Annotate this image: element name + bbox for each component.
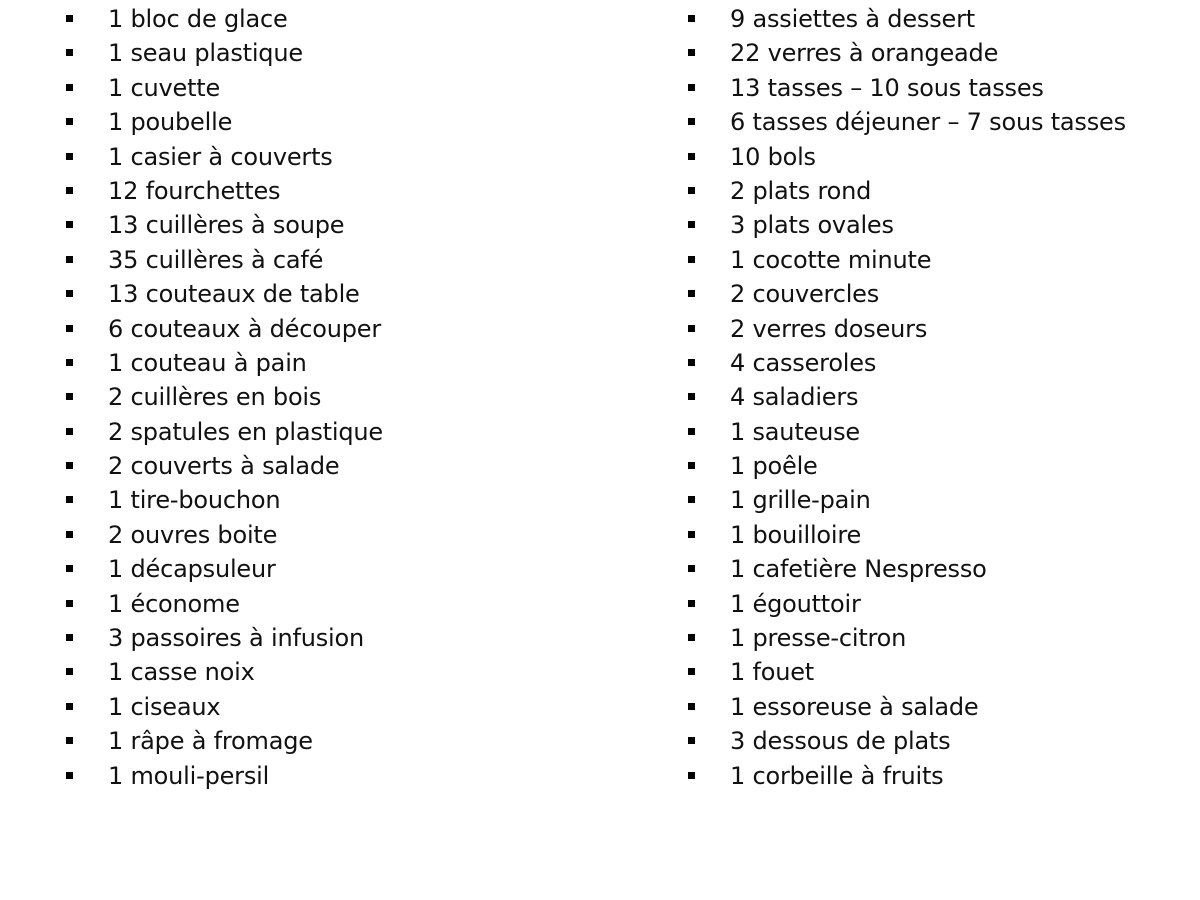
item-text: 2 ouvres boite <box>108 520 278 549</box>
square-bullet-icon <box>688 668 695 675</box>
square-bullet-icon <box>66 600 73 607</box>
square-bullet-icon <box>66 565 73 572</box>
item-text: 3 dessous de plats <box>730 727 951 756</box>
square-bullet-icon <box>688 462 695 469</box>
square-bullet-icon <box>66 15 73 22</box>
item-text: 2 cuillères en bois <box>108 383 322 412</box>
item-text: 4 casseroles <box>730 348 877 377</box>
item-text: 1 bloc de glace <box>108 5 288 33</box>
square-bullet-icon <box>66 393 73 400</box>
item-text: 13 cuillères à soupe <box>108 211 345 240</box>
square-bullet-icon <box>688 393 695 400</box>
item-text: 1 seau plastique <box>108 39 303 68</box>
square-bullet-icon <box>688 15 695 22</box>
item-text: 2 couvercles <box>730 280 880 309</box>
square-bullet-icon <box>688 49 695 56</box>
square-bullet-icon <box>66 221 73 228</box>
square-bullet-icon <box>66 325 73 332</box>
item-text: 1 poubelle <box>108 108 233 137</box>
item-text: 1 économe <box>108 589 240 618</box>
square-bullet-icon <box>66 187 73 194</box>
item-text: 35 cuillères à café <box>108 245 324 274</box>
square-bullet-icon <box>688 565 695 572</box>
square-bullet-icon <box>688 118 695 125</box>
square-bullet-icon <box>66 359 73 366</box>
item-text: 13 tasses – 10 sous tasses <box>730 73 1044 102</box>
item-text: 2 couverts à salade <box>108 452 340 481</box>
item-text: 1 corbeille à fruits <box>730 761 944 790</box>
square-bullet-icon <box>66 462 73 469</box>
square-bullet-icon <box>66 290 73 297</box>
square-bullet-icon <box>688 600 695 607</box>
item-text: 1 sauteuse <box>730 417 860 446</box>
item-text: 3 plats ovales <box>730 211 894 240</box>
square-bullet-icon <box>688 290 695 297</box>
square-bullet-icon <box>66 49 73 56</box>
item-text: 1 casse noix <box>108 658 255 687</box>
item-text: 1 grille-pain <box>730 486 871 515</box>
item-text: 3 passoires à infusion <box>108 624 364 653</box>
item-text: 1 râpe à fromage <box>108 727 313 756</box>
item-text: 1 presse-citron <box>730 624 907 653</box>
square-bullet-icon <box>688 187 695 194</box>
square-bullet-icon <box>688 325 695 332</box>
item-text: 1 couteau à pain <box>108 348 307 377</box>
square-bullet-icon <box>688 703 695 710</box>
item-text: 1 essoreuse à salade <box>730 692 979 721</box>
item-text: 1 cocotte minute <box>730 245 932 274</box>
item-text: 10 bols <box>730 142 816 171</box>
item-text: 22 verres à orangeade <box>730 39 999 68</box>
square-bullet-icon <box>66 668 73 675</box>
square-bullet-icon <box>688 772 695 779</box>
square-bullet-icon <box>66 496 73 503</box>
square-bullet-icon <box>66 256 73 263</box>
item-text: 1 mouli-persil <box>108 761 270 790</box>
square-bullet-icon <box>688 221 695 228</box>
square-bullet-icon <box>66 118 73 125</box>
square-bullet-icon <box>688 496 695 503</box>
square-bullet-icon <box>66 703 73 710</box>
item-text: 1 tire-bouchon <box>108 486 281 515</box>
square-bullet-icon <box>688 634 695 641</box>
square-bullet-icon <box>688 359 695 366</box>
square-bullet-icon <box>688 531 695 538</box>
square-bullet-icon <box>66 84 73 91</box>
item-text: 13 couteaux de table <box>108 280 360 309</box>
square-bullet-icon <box>688 428 695 435</box>
square-bullet-icon <box>66 153 73 160</box>
item-text: 1 casier à couverts <box>108 142 333 171</box>
item-text: 1 ciseaux <box>108 692 221 721</box>
item-text: 4 saladiers <box>730 383 859 412</box>
item-text: 1 bouilloire <box>730 520 862 549</box>
item-text: 1 poêle <box>730 452 818 481</box>
square-bullet-icon <box>66 428 73 435</box>
item-text: 9 assiettes à dessert <box>730 5 975 33</box>
item-text: 12 fourchettes <box>108 176 281 205</box>
square-bullet-icon <box>66 772 73 779</box>
item-text: 2 plats rond <box>730 176 872 205</box>
item-text: 1 fouet <box>730 658 815 687</box>
item-text: 6 couteaux à découper <box>108 314 382 343</box>
item-text: 6 tasses déjeuner – 7 sous tasses <box>730 108 1126 137</box>
item-text: 1 décapsuleur <box>108 555 276 584</box>
square-bullet-icon <box>688 737 695 744</box>
square-bullet-icon <box>66 634 73 641</box>
item-text: 1 égouttoir <box>730 589 861 618</box>
item-text: 2 spatules en plastique <box>108 417 383 446</box>
square-bullet-icon <box>66 531 73 538</box>
item-text: 1 cuvette <box>108 73 221 102</box>
item-text: 2 verres doseurs <box>730 314 928 343</box>
item-text: 1 cafetière Nespresso <box>730 555 987 584</box>
square-bullet-icon <box>688 84 695 91</box>
square-bullet-icon <box>688 256 695 263</box>
square-bullet-icon <box>66 737 73 744</box>
square-bullet-icon <box>688 153 695 160</box>
